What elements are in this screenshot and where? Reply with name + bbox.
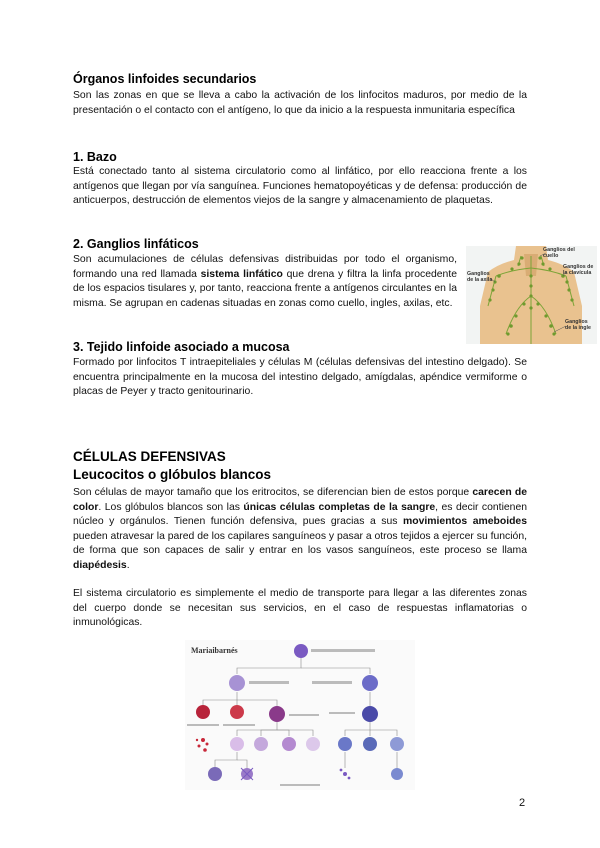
text-run: . xyxy=(126,559,130,571)
page-number: 2 xyxy=(519,797,526,809)
cell-lineage-drawing xyxy=(185,640,415,790)
text-run: , es decir contienen núcleo y orgánulos. Tienen función defensiva, pues gracias a sus xyxy=(73,501,527,528)
paragraph-leucocitos xyxy=(73,486,527,574)
text-run: que drena y filtra la linfa procedente de los espacios tisulares y, por tanto, reacciona frente a antígenos circulantes en la misma. Se agrupan en cadenas situadas en zonas como cuello, ingles, axilas, etc. xyxy=(73,268,457,309)
bold-term: sistema linfático xyxy=(200,268,283,280)
bold-term: diapédesis xyxy=(73,559,127,571)
heading-secundarios: Órganos linfoides secundarios xyxy=(73,72,257,86)
bold-term: carecen de color xyxy=(73,487,527,513)
paragraph-bazo: Está conectado tanto al sistema circulatorio como al linfático, por ello reacciona frente a los antígenos que llegan por vía sanguínea. Funciones hematopoyéticas y de defensa: producción de anticuerpos, destrucción de elementos viejos de la sangre y almacenamiento de plaquetas. xyxy=(73,166,527,207)
lymphatic-system-figure xyxy=(466,246,597,344)
paragraph-circulatorio: El sistema circulatorio es simplemente el medio de transporte para llegar a las diferentes zonas del cuerpo donde se necesitan sus servicios, en el caso de respuestas inflamatorias o inmunológicas. xyxy=(73,588,527,629)
heading-celulas: CÉLULAS DEFENSIVAS xyxy=(73,449,226,464)
paragraph-secundarios: Son las zonas en que se lleva a cabo la activación de los linfocitos maduros, por medio de la presentación o el contacto con el antígeno, lo que da inicio a la respuesta inmunitaria específica xyxy=(73,90,527,116)
text-run: Son células de mayor tamaño que los eritrocitos, se diferencian bien de estos porque xyxy=(73,487,473,498)
heading-tejido: 3. Tejido linfoide asociado a mucosa xyxy=(73,340,290,354)
label-clavicula: Ganglios de la clavícula xyxy=(563,264,594,276)
figure-brand: Mariaibarnés xyxy=(191,646,238,655)
hematopoiesis-figure xyxy=(185,640,415,790)
paragraph-ganglios xyxy=(73,253,457,311)
text-run: pueden atravesar la pared de los capilares sanguíneos y pasar a otros tejidos a ejercer su función, de forma que son capaces de salir y entrar en los vasos sanguíneos, este proceso se llama xyxy=(73,530,527,557)
subheading-leucocitos: Leucocitos o glóbulos blancos xyxy=(73,467,272,482)
bold-term: movimientos ameboides xyxy=(403,516,527,528)
text-run: . Los glóbulos blancos son las xyxy=(98,501,244,513)
heading-ganglios: 2. Ganglios linfáticos xyxy=(73,237,199,251)
bold-term: únicas células completas de la sangre xyxy=(243,501,436,513)
label-axila: Ganglios de la axila xyxy=(467,271,493,283)
label-ingle: Ganglios de la ingle xyxy=(565,319,591,331)
heading-bazo: 1. Bazo xyxy=(73,150,117,164)
label-cuello: Ganglios del cuello xyxy=(543,247,575,259)
text-run: Son acumulaciones de células defensivas distribuidas por todo el organismo, formando una red llamada xyxy=(73,254,457,280)
paragraph-tejido: Formado por linfocitos T intraepiteliales y células M (células defensivas del intestino delgado). Se encuentra principalmente en la mucosa del intestino delgado, amígdalas, apéndice vermiforme o placas de Peyer y tracto genitourinario. xyxy=(73,357,527,398)
